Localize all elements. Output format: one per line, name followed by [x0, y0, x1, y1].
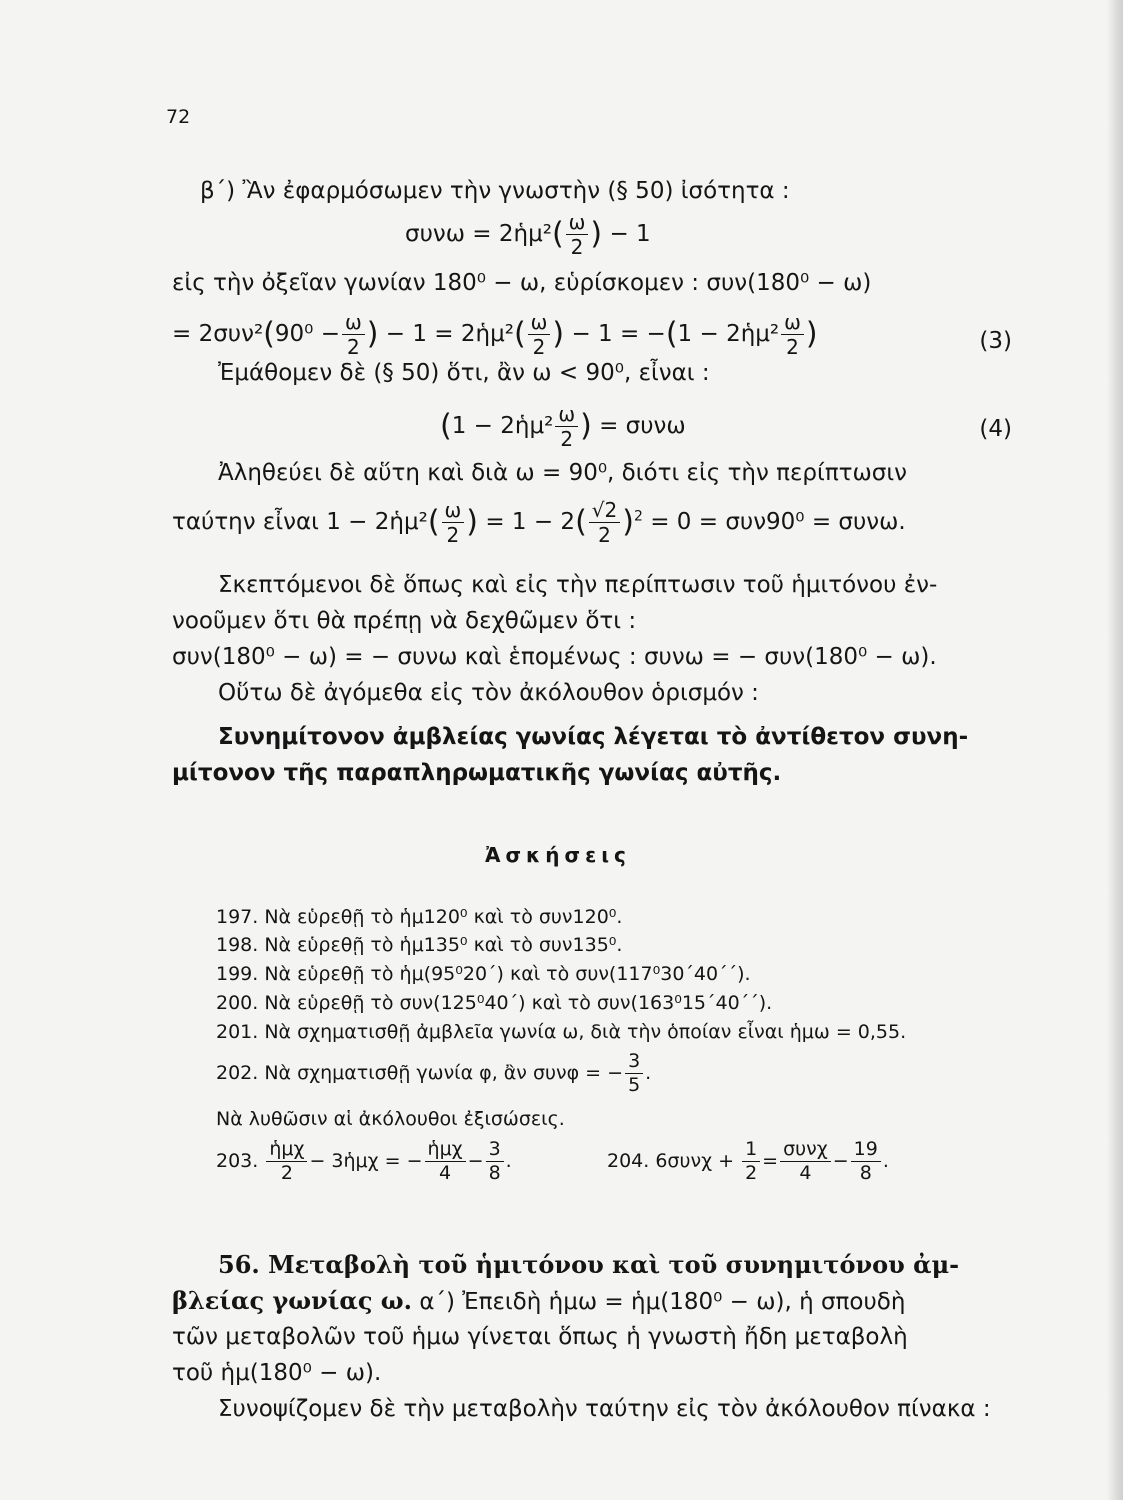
- eq-part: −: [467, 1150, 484, 1172]
- frac-num: ἡμχ: [266, 1140, 307, 1162]
- section-56-line-5: Συνοψίζομεν δὲ τὴν μεταβολὴν ταύτην εἰς τὸν ἀκόλουθον πίνακα :: [218, 1396, 991, 1422]
- paren: ): [590, 216, 603, 252]
- exercise-198: 198. Νὰ εὑρεθῇ τὸ ἡμ135⁰ καὶ τὸ συν135⁰.: [216, 934, 623, 956]
- equation-tag-3: (3): [979, 328, 1012, 354]
- paren: ): [622, 504, 634, 540]
- fraction: [780, 1140, 831, 1183]
- paren: ): [466, 504, 478, 540]
- frac-den: 2: [745, 1162, 758, 1184]
- text-line-3: εἰς τὴν ὀξεῖαν γωνίαν 180⁰ − ω, εὑρίσκομεν : συν(180⁰ − ω): [172, 270, 872, 296]
- exercise-number: 204. 6συνχ +: [607, 1150, 735, 1172]
- eq-part: − 1: [609, 221, 651, 247]
- eq-part: = συνω: [599, 413, 686, 439]
- fraction-w-2: [781, 312, 804, 357]
- frac-den: 8: [859, 1162, 872, 1184]
- paren: ): [580, 408, 592, 444]
- section-56-line-3: τῶν μεταβολῶν τοῦ ἡμω γίνεται ὅπως ἡ γνωστὴ ἤδη μεταβολὴ: [172, 1324, 908, 1350]
- fraction-3-5: [625, 1052, 643, 1095]
- frac-num: 3: [486, 1140, 504, 1162]
- text-line-10: νοοῦμεν ὅτι θὰ πρέπῃ νὰ δεχθῶμεν ὅτι :: [172, 608, 637, 634]
- exercise-number: 203.: [216, 1150, 259, 1172]
- frac-den: 2: [280, 1162, 293, 1184]
- equation-line-8: [172, 500, 906, 545]
- frac-num: ω: [781, 312, 804, 335]
- fraction-w-2: [442, 500, 465, 545]
- fraction-sqrt2-2: [589, 500, 620, 545]
- exercise-201: 201. Νὰ σχηματισθῇ ἀμβλεῖα γωνία ω, διὰ τὴν ὁποίαν εἶναι ἡμω = 0,55.: [216, 1021, 907, 1043]
- eq-part: − 1 = −: [571, 321, 666, 347]
- paren: (: [427, 504, 440, 540]
- page-edge-shadow: [1107, 0, 1123, 1500]
- paren: (: [440, 408, 452, 444]
- fraction: [742, 1140, 760, 1183]
- fraction-w-2: [566, 212, 589, 257]
- eq-part: = 1 − 2: [485, 509, 576, 535]
- exercise-202: 202. Νὰ σχηματισθῇ γωνία φ, ἂν συνφ = − $\frac{3}{5}$ .: [216, 1050, 652, 1096]
- frac-den: 2: [346, 335, 360, 359]
- frac-num: 19: [851, 1140, 881, 1162]
- eq-part: = 0 = συν90⁰ = συνω.: [650, 509, 906, 535]
- fraction: [266, 1140, 307, 1183]
- eq-part: −: [832, 1150, 849, 1172]
- definition-line-1: Συνημίτονον ἀμβλείας γωνίας λέγεται τὸ ἀντίθετον συνη-: [218, 724, 969, 750]
- paren: ): [805, 316, 818, 352]
- paren: (: [263, 316, 275, 352]
- fraction: [486, 1140, 504, 1183]
- fraction: [851, 1140, 881, 1183]
- text-line-11: συν(180⁰ − ω) = − συνω καὶ ἑπομένως : συνω = − συν(180⁰ − ω).: [172, 644, 937, 670]
- frac-den: 8: [488, 1162, 501, 1184]
- eq-part: ταύτην εἶναι 1 − 2ἡμ²: [172, 509, 428, 535]
- eq-part: − 1 = 2ἡμ²: [385, 321, 514, 347]
- frac-den: 5: [628, 1074, 641, 1096]
- exercise-text: 202. Νὰ σχηματισθῇ γωνία φ, ἂν συνφ = −: [216, 1062, 624, 1084]
- paren: (: [513, 316, 526, 352]
- exercises-title: Ἀσκήσεις: [485, 843, 631, 867]
- frac-num: ω: [342, 312, 365, 335]
- section-56-heading: 56. Μεταβολὴ τοῦ ἡμιτόνου καὶ τοῦ συνημιτόνου ἀμ-: [218, 1250, 960, 1279]
- frac-den: 2: [446, 523, 460, 547]
- eq-part: συνω = 2ἡμ²: [405, 221, 552, 247]
- frac-num: ω: [442, 500, 465, 523]
- fraction-w-2: [528, 312, 551, 357]
- text-line-1: β΄) Ἂν ἐφαρμόσωμεν τὴν γνωστὴν (§ 50) ἰσότητα :: [200, 178, 790, 204]
- eq-part: =: [762, 1150, 779, 1172]
- equation-cos-double: [405, 212, 651, 257]
- eq-part: 1 − 2ἡμ²: [451, 413, 554, 439]
- text-line-5: Ἐμάθομεν δὲ (§ 50) ὅτι, ἂν ω < 90⁰, εἶναι :: [218, 360, 710, 386]
- paren: (: [551, 216, 564, 252]
- definition-line-2: μίτονον τῆς παραπληρωματικῆς γωνίας αὐτῆς.: [172, 760, 782, 786]
- frac-den: 2: [532, 335, 546, 359]
- paren: (: [665, 316, 678, 352]
- eq-part: = 2συν²: [172, 321, 264, 347]
- frac-den: 2: [560, 427, 574, 451]
- exponent: 2: [633, 508, 643, 525]
- section-56-title-end: βλείας γωνίας ω.: [172, 1286, 413, 1315]
- solve-instructions: Νὰ λυθῶσιν αἱ ἀκόλουθοι ἐξισώσεις.: [216, 1108, 565, 1130]
- equation-3: [172, 312, 1012, 357]
- paren: ): [366, 316, 379, 352]
- frac-num: ω: [555, 404, 578, 427]
- paren: ): [552, 316, 565, 352]
- frac-den: 2: [570, 235, 584, 259]
- exercise-199: 199. Νὰ εὑρεθῇ τὸ ἡμ(95⁰20΄) καὶ τὸ συν(117⁰30΄40΄΄).: [216, 963, 751, 985]
- frac-den: 4: [799, 1162, 812, 1184]
- frac-num: 3: [625, 1052, 643, 1074]
- text-line-7: Ἀληθεύει δὲ αὕτη καὶ διὰ ω = 90⁰, διότι εἰς τὴν περίπτωσιν: [218, 460, 907, 486]
- frac-den: 2: [598, 523, 611, 547]
- equation-tag-4: (4): [979, 416, 1012, 442]
- frac-den: 4: [439, 1162, 452, 1184]
- equation-4: [440, 404, 1012, 449]
- eq-part: − 3ἡμχ = −: [309, 1150, 423, 1172]
- frac-num: 1: [742, 1140, 760, 1162]
- fraction: [425, 1140, 466, 1183]
- page-number: 72: [166, 106, 191, 128]
- section-56-line-2: [172, 1286, 905, 1317]
- paren: (: [575, 504, 587, 540]
- eq-part: 1 − 2ἡμ²: [677, 321, 780, 347]
- text-line-9: Σκεπτόμενοι δὲ ὅπως καὶ εἰς τὴν περίπτωσιν τοῦ ἡμιτόνου ἐν-: [218, 572, 938, 598]
- frac-num: ω: [566, 212, 589, 235]
- exercise-200: 200. Νὰ εὑρεθῇ τὸ συν(125⁰40΄) καὶ τὸ συν(163⁰15΄40΄΄).: [216, 992, 773, 1014]
- frac-num: ἡμχ: [425, 1140, 466, 1162]
- exercise-197: 197. Νὰ εὑρεθῇ τὸ ἡμ120⁰ καὶ τὸ συν120⁰.: [216, 906, 623, 928]
- frac-den: 2: [786, 335, 799, 359]
- exercise-203: 203. $\frac{\text{ἡμχ}}{2}$ − 3ἡμχ = − $\frac{\text{ἡμχ}}{4}$ − $\frac{3}{8}$ .: [216, 1138, 512, 1184]
- exercise-204: 204. 6συνχ + $\frac{1}{2}$ = $\frac{\text{συνχ}}{4}$ − $\frac{19}{8}$ .: [607, 1138, 889, 1184]
- frac-num: συνχ: [780, 1140, 831, 1162]
- eq-part: 90⁰ −: [274, 321, 340, 347]
- fraction-w-2: [342, 312, 365, 357]
- frac-num: √2: [589, 500, 620, 523]
- section-56-line-4: τοῦ ἡμ(180⁰ − ω).: [172, 1360, 382, 1386]
- section-56-text: α΄) Ἐπειδὴ ἡμω = ἡμ(180⁰ − ω), ἡ σπουδὴ: [419, 1289, 906, 1315]
- fraction-w-2: [555, 404, 578, 449]
- frac-num: ω: [528, 312, 551, 335]
- text-line-12: Οὕτω δὲ ἀγόμεθα εἰς τὸν ἀκόλουθον ὁρισμόν :: [218, 680, 759, 706]
